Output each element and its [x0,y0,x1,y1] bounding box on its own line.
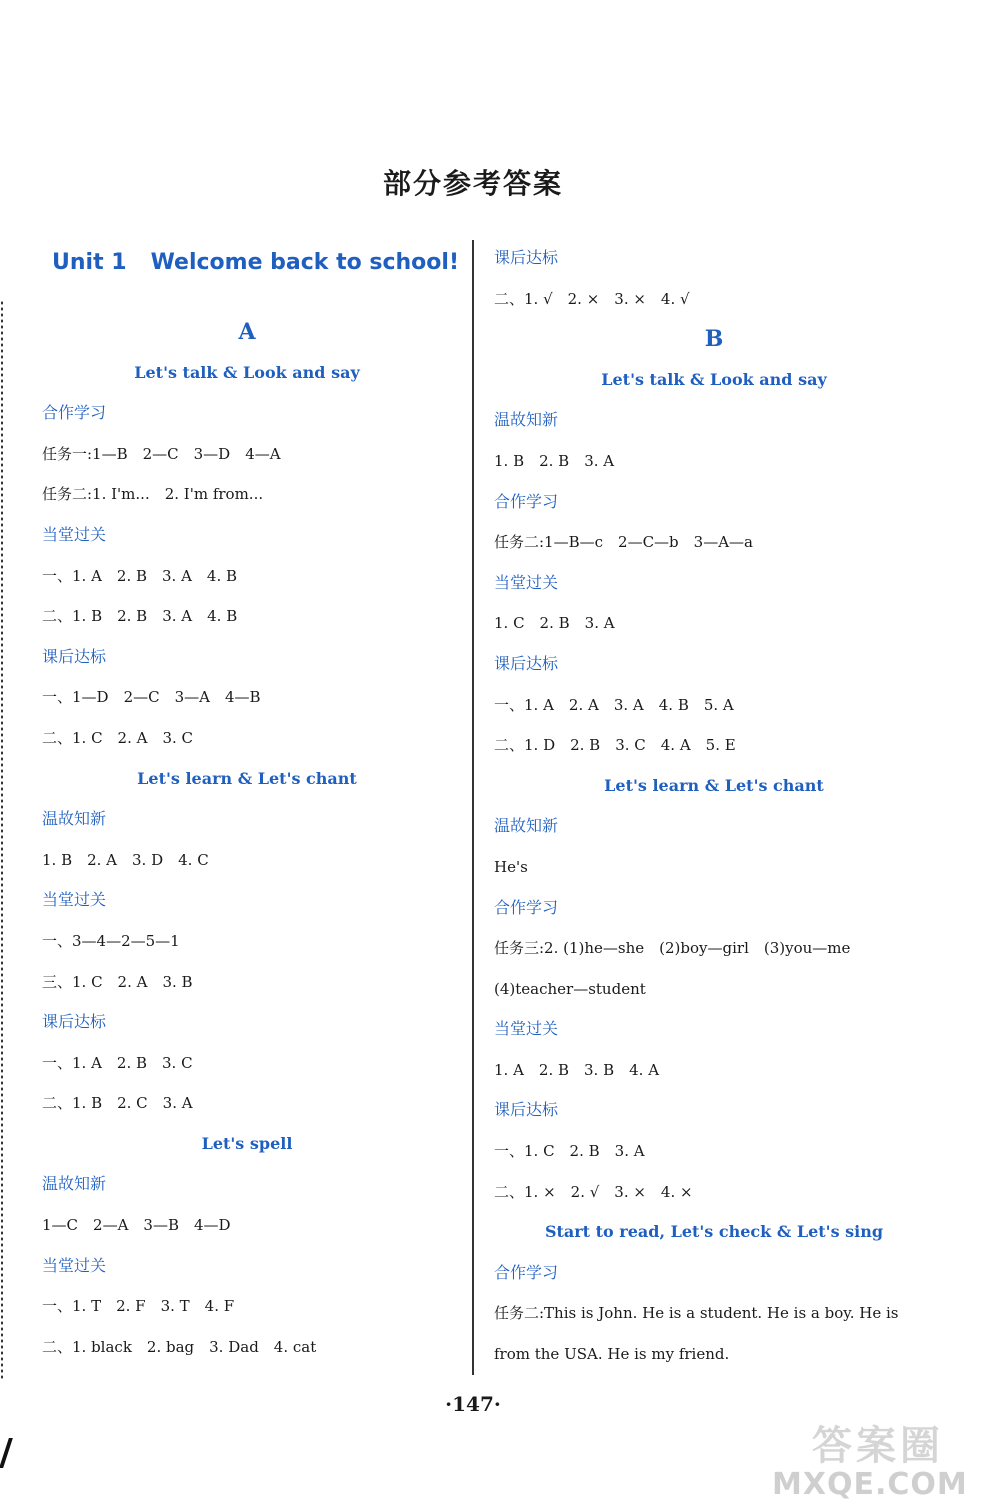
section-subtitle: Let's learn & Let's chant [137,768,357,788]
section-heading: 当堂过关 [494,1019,559,1039]
answer-line: 二、1. × 2. √ 3. × 4. × [494,1182,693,1201]
column-divider [472,240,474,1375]
section-heading: 课后达标 [494,248,559,267]
watermark-bottom: MXQE.COM [772,1467,968,1502]
section-subtitle: Let's spell [201,1133,293,1153]
right-column [494,238,934,1375]
answer-line: (4)teacher—student [494,979,646,998]
section-heading: 温故知新 [494,410,559,430]
section-heading: 合作学习 [494,897,559,917]
section-subtitle: Start to read, Let's check & Let's sing [544,1222,884,1242]
watermark-logo [772,1414,992,1502]
answer-line: 1. B 2. B 3. A [494,451,615,470]
unit-label: Unit 1 [52,250,127,275]
answer-line: 一、1. A 2. A 3. A 4. B 5. A [494,695,734,714]
answer-line: 1. B 2. A 3. D 4. C [42,850,209,869]
section-letter: A [238,319,256,345]
page-number: ·147· [445,1392,501,1416]
answer-line: 任务一:1—B 2—C 3—D 4—A [42,444,281,463]
section-heading: 课后达标 [42,646,107,666]
section-subtitle: Let's talk & Look and say [134,362,360,382]
corner-mark [0,1438,27,1468]
section-heading: 当堂过关 [494,572,559,592]
section-heading: 合作学习 [494,1262,559,1282]
section-heading: 当堂过关 [42,890,107,910]
section-heading: 当堂过关 [42,524,107,544]
answer-line: 一、1. A 2. B 3. C [42,1053,193,1072]
answer-line: 任务二:1—B—c 2—C—b 3—A—a [494,533,753,552]
page-title: 部分参考答案 [382,167,563,200]
answer-line: 任务二:This is John. He is a student. He is a boy. He is [494,1304,899,1323]
left-column [42,312,452,1367]
watermark-top: 答案圈 [812,1423,944,1469]
section-subtitle: Let's learn & Let's chant [604,775,824,795]
section-heading: 合作学习 [42,403,107,423]
section-heading: 当堂过关 [42,1255,107,1275]
answer-line: 二、1. B 2. C 3. A [42,1094,193,1113]
section-heading: 合作学习 [494,491,559,511]
answer-line: 1. C 2. B 3. A [494,614,615,633]
section-subtitle: Let's talk & Look and say [601,369,827,389]
section-letter: B [704,326,724,353]
answer-line: 二、1. C 2. A 3. C [42,728,194,747]
answer-line: 任务二:1. I'm... 2. I'm from... [42,485,264,504]
unit-name: Welcome back to school! [150,250,459,275]
section-heading: 课后达标 [494,653,559,673]
answer-line: from the USA. He is my friend. [494,1345,730,1364]
section-heading: 温故知新 [494,816,559,836]
answer-line: 二、1. black 2. bag 3. Dad 4. cat [42,1337,317,1356]
answer-line: 一、3—4—2—5—1 [42,931,180,950]
answer-line: 任务三:2. (1)he—she (2)boy—girl (3)you—me [494,939,851,958]
section-heading: 温故知新 [42,809,107,829]
answer-line: He's [494,857,528,876]
section-heading: 课后达标 [494,1100,559,1120]
answer-line: 二、1. B 2. B 3. A 4. B [42,607,238,626]
answer-line: 一、1. T 2. F 3. T 4. F [42,1297,235,1316]
unit-title [52,250,459,275]
answer-line: 二、1. D 2. B 3. C 4. A 5. E [494,736,736,755]
answer-line: 一、1—D 2—C 3—A 4—B [42,688,261,707]
answer-line: 三、1. C 2. A 3. B [42,972,193,991]
answer-line: 二、1. √ 2. × 3. × 4. √ [494,289,690,308]
answer-line: 一、1. C 2. B 3. A [494,1142,645,1161]
binding-edge-dots [0,300,4,1380]
answer-line: 一、1. A 2. B 3. A 4. B [42,566,238,585]
answer-line: 1—C 2—A 3—B 4—D [42,1216,231,1235]
section-heading: 课后达标 [42,1012,107,1032]
answer-line: 1. A 2. B 3. B 4. A [494,1060,660,1079]
section-heading: 温故知新 [42,1174,107,1194]
